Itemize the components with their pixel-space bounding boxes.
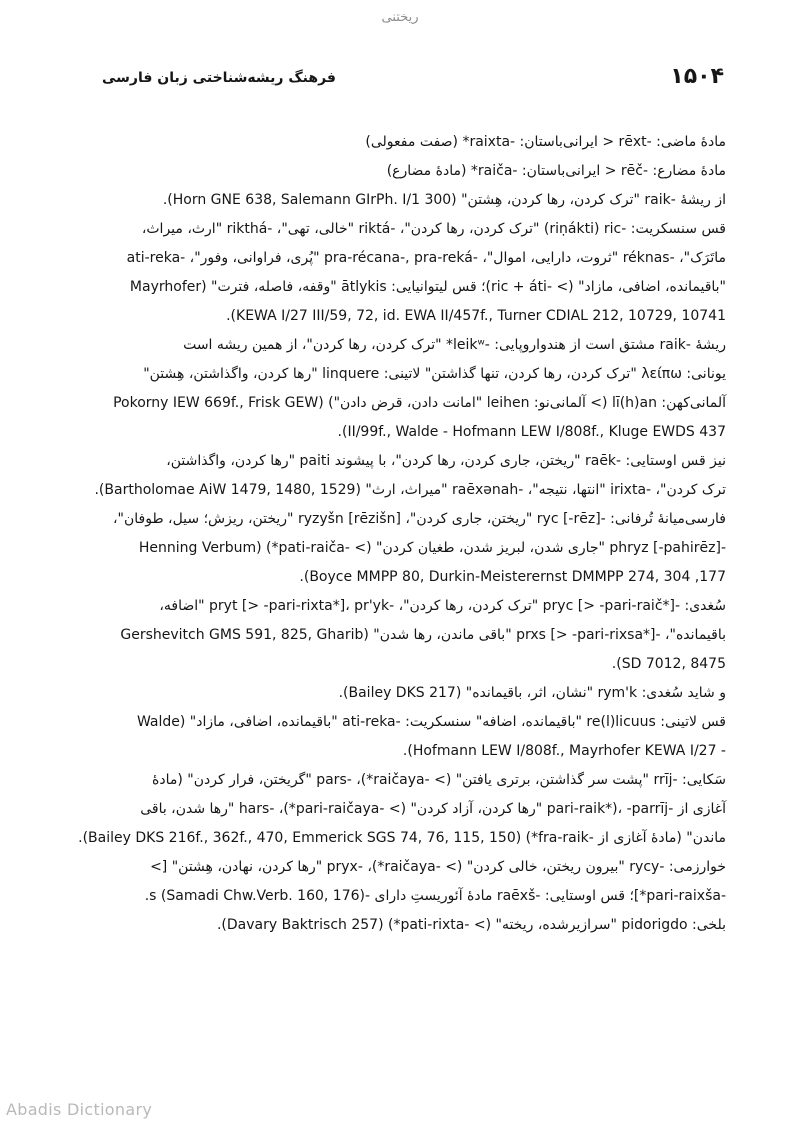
entry-line: - Hofmann LEW I/808f., Mayrhofer KEWA I/27). xyxy=(402,743,726,759)
entry-line: یونانی: λείπω "ترک کردن، رها کردن، تنها گذاشتن" لاتینی: linquere "رها کردن، واگذاشتن، هِشتن" xyxy=(143,366,726,382)
entry-line: خوارزمی: -rycy "بیرون ریختن، خالی کردن" (> -raičaya*)، -pryx "رها کردن، نهادن، هِشتن" [> xyxy=(150,859,726,875)
entry-line: آلمانی‌کهن: lī(h)an (> آلمانی‌نو: leihen "امانت دادن، قرض دادن") (Pokorny IEW 669f., Frisk GEW xyxy=(113,395,726,411)
entry-line: SD 7012, 8475). xyxy=(611,656,726,672)
top-word: ریختنی xyxy=(381,10,419,25)
entry-line: ماتَرَک"، -réknas "ثروت، دارایی، اموال"، -pra-récana-, pra-reká "پُری، فراوانی، وفور"، -ati-reka xyxy=(126,250,726,266)
entry-line: نیز قس اوستایی: -raēk "ریختن، جاری کردن، رها کردن"، با پیشوند paiti "رها کردن، واگذاشتن، xyxy=(166,453,726,469)
entry-body xyxy=(78,128,726,940)
entry-line: -phryz [-pahirēz] "جاری شدن، لبریز شدن، طغیان کردن" (> -pati-raiča*) (Henning Verbum xyxy=(138,540,726,556)
entry-line: قس لاتینی: re(l)licuus "باقیمانده، اضافه" سنسکریت: -ati-reka "باقیمانده، اضافی، مازاد" (Walde xyxy=(136,714,726,730)
entry-line: مادهٔ ماضی: -rēxt < ایرانی‌باستان: -raixta* (صفت مفعولی) xyxy=(365,134,726,150)
entry-line: سَکایی: -rrīj "پشت سر گذاشتن، برتری یافتن" (> -raičaya*)، -pars "گریختن، فرار کردن" (مادهٔ xyxy=(152,772,726,788)
page-number: ۱۵۰۴ xyxy=(670,64,724,89)
entry-line: و شاید سُغدی: rym'k "نشان، اثر، باقیمانده" (Bailey DKS 217). xyxy=(338,685,726,701)
entry-line: 177, Boyce MMPP 80, Durkin-Meisterernst DMMPP 274, 304). xyxy=(299,569,726,585)
entry-line: ماندن" (مادهٔ آغازی از -fra-raik*) (Bailey DKS 216f., 362f., 470, Emmerick SGS 74, 76, 115, 150). xyxy=(78,830,726,846)
entry-line: ترک کردن"، -irixta "انتها، نتیجه"، -raēxənah "میراث، ارث" (Bartholomae AiW 1479, 1480, 1529). xyxy=(94,482,726,498)
entry-line: II/99f., Walde - Hofmann LEW I/808f., Kluge EWDS 437). xyxy=(337,424,726,440)
entry-line: ریشهٔ -raik مشتق است از هندواروپایی: -leikʷ* "ترک کردن، رها کردن"، از همین ریشه است xyxy=(183,337,726,353)
entry-line: بلخی: pidorigdo "سرازیرشده، ریخته" (> -pati-rixta*) (Davary Baktrisch 257). xyxy=(216,917,726,933)
entry-line: از ریشهٔ -raik "ترک کردن، رها کردن، هِشتن" (Horn GNE 638, Salemann GIrPh. I/1 300). xyxy=(162,192,726,208)
entry-line: مادهٔ مضارع: -rēč < ایرانی‌باستان: -raiča* (مادهٔ مضارع) xyxy=(386,163,726,179)
entry-line: -pari-raixša*]؛ قس اوستایی: -raēxš مادهٔ آئوریستِ دارای -s (Samadi Chw.Verb. 160, 176). xyxy=(144,888,726,904)
entry-line: قس سنسکریت: -riṇákti) ric) "ترک کردن، رها کردن"، -riktá "خالی، تهی"، -rikthá "ارث، میراث، xyxy=(141,221,726,237)
entry-line: باقیمانده"، -prxs [> -pari-rixsa*] "باقی ماندن، رها شدن" (Gershevitch GMS 591, 825, Gharib xyxy=(120,627,726,643)
entry-line: آغازی از -pari-raik*)، -parrīj "رها کردن، آزاد کردن" (> -pari-raičaya*)، -hars "رها شدن، باقی xyxy=(140,801,726,817)
entry-line: "باقیمانده، اضافی، مازاد" (> -ric + áti)؛ قس لیتوانیایی: ātlykis "وقفه، فاصله، فترت" (Mayrhofer xyxy=(129,279,726,295)
entry-line: سُغدی: -pryc [> -pari-raič*] "ترک کردن، رها کردن"، -pryt [> -pari-rixta*]، pr'yk "اضافه، xyxy=(159,598,726,614)
watermark: Abadis Dictionary xyxy=(6,1100,153,1119)
book-title: فرهنگ ریشه‌شناختی زبان فارسی xyxy=(102,70,336,86)
page-header xyxy=(102,64,724,94)
entry-line: KEWA I/27 III/59, 72, id. EWA II/457f., Turner CDIAL 212, 10729, 10741). xyxy=(226,308,726,324)
entry-line: فارسی‌میانهٔ تُرفانی: -ryc [-rēz] "ریختن، جاری کردن"، ryzyšn [rēzišn] "ریختن، ریزش؛ سیل، طوفان"، xyxy=(113,511,726,527)
